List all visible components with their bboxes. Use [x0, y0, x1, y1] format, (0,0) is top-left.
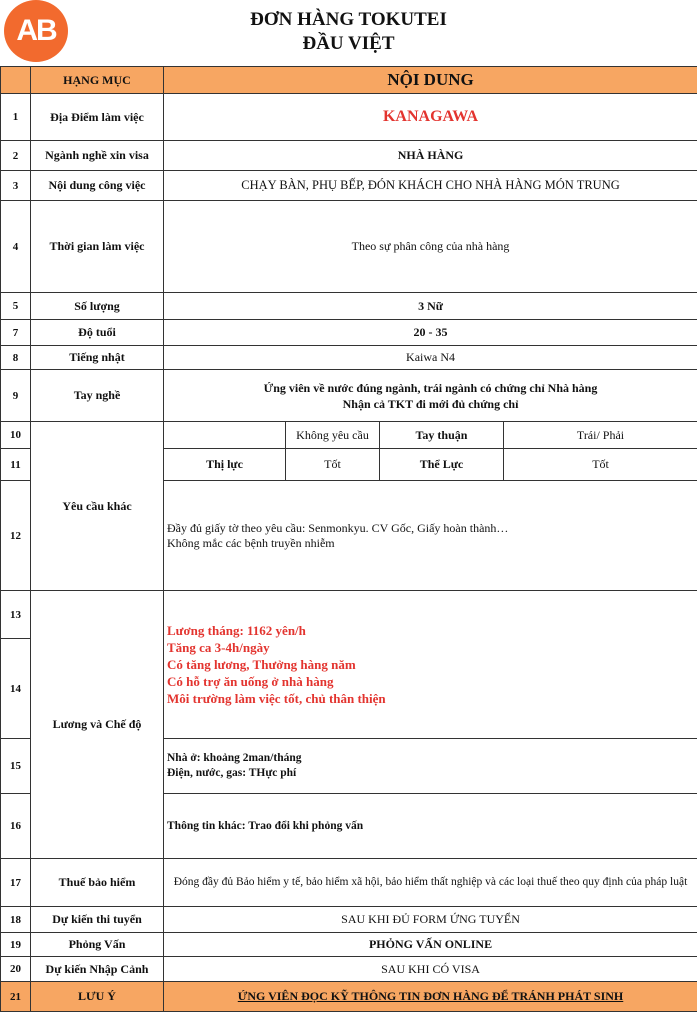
row-number: 3	[1, 171, 31, 201]
empty-cell	[164, 422, 286, 449]
row-category: Địa Điểm làm việc	[31, 94, 164, 141]
row-number: 7	[1, 320, 31, 346]
eyesight-label: Thị lực	[164, 449, 286, 481]
housing-line-2: Điện, nước, gas: THực phí	[167, 767, 297, 779]
row-number: 2	[1, 141, 31, 171]
row-content: CHẠY BÀN, PHỤ BẾP, ĐÓN KHÁCH CHO NHÀ HÀNG MÓN TRUNG	[164, 171, 697, 201]
row-category: Dự kiến Nhập Cảnh	[31, 957, 164, 982]
row-number: 21	[1, 982, 31, 1012]
row-category: Yêu cầu khác	[31, 422, 164, 591]
row-number: 9	[1, 370, 31, 422]
logo-text: AB	[16, 14, 56, 47]
table-row	[1, 859, 697, 907]
header-content: NỘI DUNG	[164, 67, 697, 94]
table-row	[1, 957, 697, 982]
row-category: Lương và Chế độ	[31, 591, 164, 859]
table-row	[1, 907, 697, 933]
row-number: 8	[1, 346, 31, 370]
row-category: Độ tuổi	[31, 320, 164, 346]
salary-line-3: Có tăng lương, Thưởng hàng năm	[167, 657, 356, 672]
row-content	[164, 739, 697, 794]
table-row	[1, 933, 697, 957]
row-content: KANAGAWA	[164, 94, 697, 141]
other-req-line-2: Không mắc các bệnh truyền nhiễm	[167, 535, 335, 550]
row-content: SAU KHI CÓ VISA	[164, 957, 697, 982]
row-number: 10	[1, 422, 31, 449]
row-category: Ngành nghề xin visa	[31, 141, 164, 171]
table-row	[1, 293, 697, 320]
table-row	[1, 591, 697, 639]
fitness-value: Tốt	[504, 449, 697, 481]
row-number: 20	[1, 957, 31, 982]
row-category: Tiếng nhật	[31, 346, 164, 370]
row-number: 12	[1, 481, 31, 591]
skill-line-1: Ứng viên về nước đúng ngành, trái ngành có chứng chỉ Nhà hàng	[263, 380, 598, 395]
row-number: 16	[1, 794, 31, 859]
row-number: 14	[1, 639, 31, 739]
table-row	[1, 141, 697, 171]
row-number: 13	[1, 591, 31, 639]
row-content: PHỎNG VẤN ONLINE	[164, 933, 697, 957]
salary-line-2: Tăng ca 3-4h/ngày	[167, 640, 270, 655]
skill-line-2: Nhận cả TKT đi mới đủ chứng chỉ	[342, 396, 519, 411]
row-category: Thời gian làm việc	[31, 201, 164, 293]
row-category: LƯU Ý	[31, 982, 164, 1012]
row-number: 18	[1, 907, 31, 933]
row-content: SAU KHI ĐỦ FORM ỨNG TUYỂN	[164, 907, 697, 933]
table-row	[1, 201, 697, 293]
row-content	[164, 370, 697, 422]
row-content: Theo sự phân công của nhà hàng	[164, 201, 697, 293]
row-content	[164, 481, 697, 591]
table-row	[1, 346, 697, 370]
row-content: Thông tin khác: Trao đổi khi phỏng vấn	[164, 794, 697, 859]
fitness-label: Thể Lực	[380, 449, 504, 481]
table-row	[1, 370, 697, 422]
row-content: Kaiwa N4	[164, 346, 697, 370]
row-category: Số lượng	[31, 293, 164, 320]
row-number: 5	[1, 293, 31, 320]
row-number: 15	[1, 739, 31, 794]
table-row	[1, 171, 697, 201]
salary-line-1: Lương tháng: 1162 yên/h	[167, 623, 306, 638]
eyesight-value: Tốt	[286, 449, 380, 481]
table-row	[1, 422, 697, 449]
table-row	[1, 982, 697, 1012]
row-content: 3 Nữ	[164, 293, 697, 320]
row-number: 19	[1, 933, 31, 957]
job-order-table	[0, 66, 697, 1012]
row-content: ỨNG VIÊN ĐỌC KỸ THÔNG TIN ĐƠN HÀNG ĐỂ TRÁNH PHÁT SINH	[164, 982, 697, 1012]
table-row	[1, 94, 697, 141]
row-category: Nội dung công việc	[31, 171, 164, 201]
row-number: 4	[1, 201, 31, 293]
row-content: NHÀ HÀNG	[164, 141, 697, 171]
header-num-cell	[1, 67, 31, 94]
salary-line-5: Môi trường làm việc tốt, chủ thân thiện	[167, 691, 386, 706]
housing-line-1: Nhà ở: khoảng 2man/tháng	[167, 752, 302, 764]
handedness-value: Trái/ Phải	[504, 422, 697, 449]
header-category: HẠNG MỤC	[31, 67, 164, 94]
row-content: Đóng đầy đủ Bảo hiểm y tế, bảo hiểm xã hội, bảo hiểm thất nghiệp và các loại thuế theo quy định của pháp luật	[164, 859, 697, 907]
row-number: 11	[1, 449, 31, 481]
row-category: Thuế bảo hiểm	[31, 859, 164, 907]
row-category: Tay nghề	[31, 370, 164, 422]
row-category: Phỏng Vấn	[31, 933, 164, 957]
row-category: Dự kiến thi tuyển	[31, 907, 164, 933]
page-title-line1: ĐƠN HÀNG TOKUTEI	[250, 9, 447, 30]
other-req-line-1: Đầy đủ giấy tờ theo yêu cầu: Senmonkyu. CV Gốc, Giấy hoàn thành…	[167, 520, 509, 535]
salary-benefits-cell	[164, 591, 697, 739]
salary-line-4: Có hỗ trợ ăn uống ở nhà hàng	[167, 674, 334, 689]
table-row	[1, 320, 697, 346]
table-header-row	[1, 67, 697, 94]
row-content: 20 - 35	[164, 320, 697, 346]
page-title-line2: ĐẦU VIỆT	[302, 33, 395, 54]
no-requirement-cell: Không yêu cầu	[286, 422, 380, 449]
row-number: 1	[1, 94, 31, 141]
handedness-label: Tay thuận	[380, 422, 504, 449]
row-number: 17	[1, 859, 31, 907]
